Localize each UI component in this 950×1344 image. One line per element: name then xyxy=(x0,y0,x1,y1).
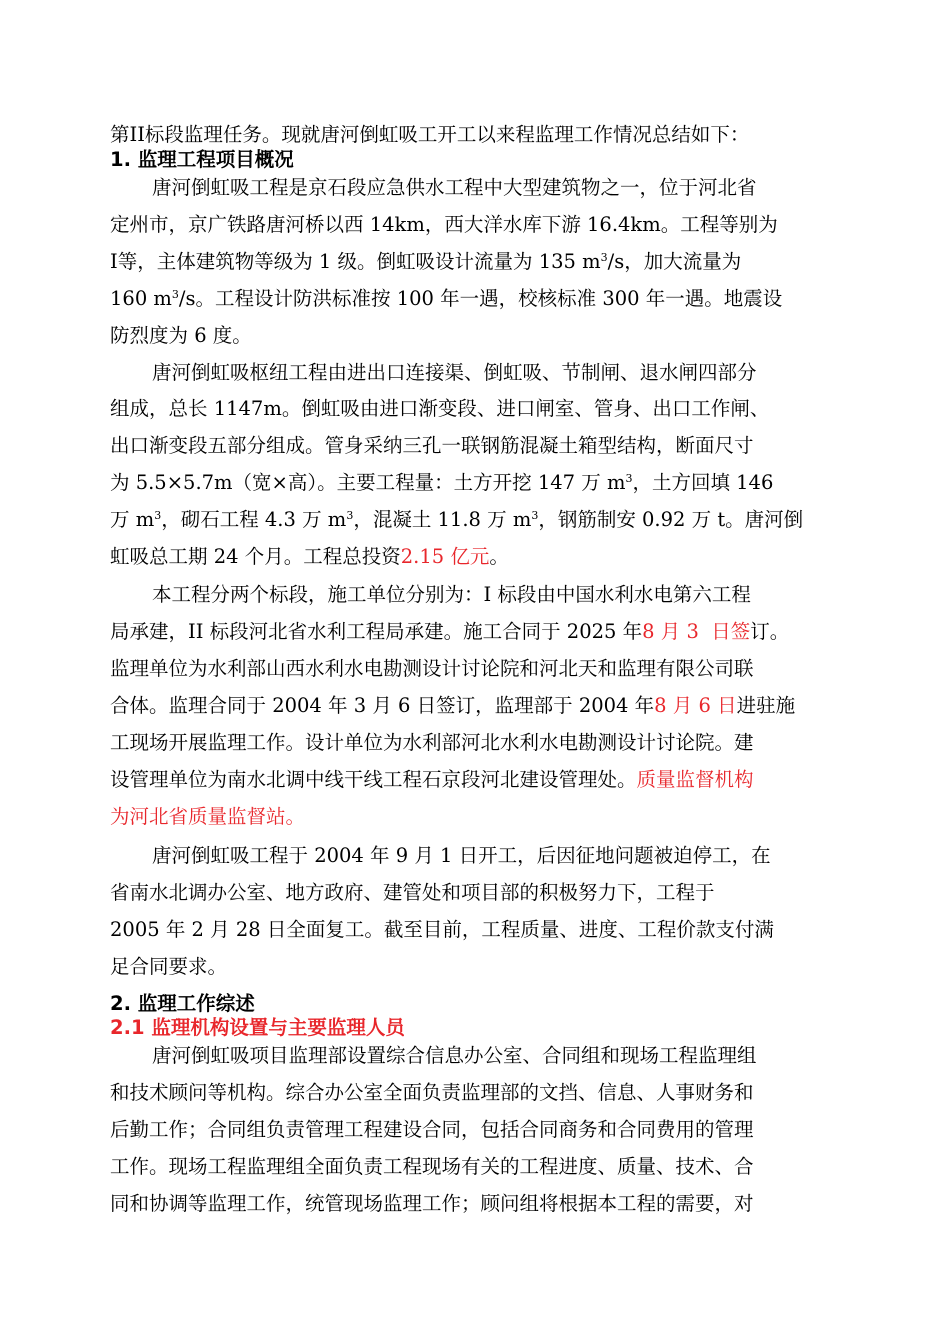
text-run: 万 m xyxy=(110,508,155,531)
text-run: 设管理单位为南水北调中线干线工程石京段河北建设管理处。 xyxy=(110,768,637,791)
superscript: 3 xyxy=(531,509,539,522)
paragraph-line xyxy=(110,545,509,569)
text-run: ，钢筋制安 0.92 万 t。唐河倒 xyxy=(538,508,804,531)
text-run: ，混凝土 11.8 万 m xyxy=(353,508,532,531)
text-run: 订。 xyxy=(750,620,790,643)
paragraph-line xyxy=(110,768,754,792)
paragraph-line: 工作。现场工程监理组全面负责工程现场有关的工程进度、质量、技术、合 xyxy=(110,1155,754,1178)
paragraph-line: 出口渐变段五部分组成。管身采纳三孔一联钢筋混凝土箱型结构，断面尺寸 xyxy=(110,434,754,457)
text-run: ，土方回填 146 xyxy=(632,471,774,494)
paragraph-line xyxy=(110,694,795,718)
highlight-text: 8 月 6 日 xyxy=(654,694,737,717)
superscript: 3 xyxy=(625,472,633,485)
superscript: 3 xyxy=(154,509,162,522)
highlight-text: 2.15 亿元 xyxy=(400,545,490,568)
superscript: 3 xyxy=(171,288,179,301)
text-run: 局承建，II 标段河北省水利工程局承建。施工合同于 2025 年 xyxy=(110,620,643,643)
paragraph-line: 唐河倒虹吸工程于 2004 年 9 月 1 日开工，后因征地问题被迫停工，在 xyxy=(152,844,771,867)
text-run: 虹吸总工期 24 个月。工程总投资 xyxy=(110,545,401,568)
paragraph-line xyxy=(110,250,741,274)
paragraph-line: 监理单位为水利部山西水利水电勘测设计讨论院和河北天和监理有限公司联 xyxy=(110,657,754,680)
paragraph-line xyxy=(110,471,773,495)
paragraph-line: 防烈度为 6 度。 xyxy=(110,324,252,347)
text-run: 进驻施 xyxy=(736,694,796,717)
paragraph-line: 和技术顾问等机构。综合办公室全面负责监理部的文挡、信息、人事财务和 xyxy=(110,1081,754,1104)
superscript: 3 xyxy=(600,251,608,264)
paragraph-line: 组成，总长 1147m。倒虹吸由进口渐变段、进口闸室、管身、出口工作闸、 xyxy=(110,397,770,420)
paragraph-line: 唐河倒虹吸枢纽工程由进出口连接渠、倒虹吸、节制闸、退水闸四部分 xyxy=(152,361,757,384)
paragraph-line xyxy=(110,620,789,644)
text-run: Ⅰ等，主体建筑物等级为 1 级。倒虹吸设计流量为 135 m xyxy=(110,250,601,273)
paragraph-line: 唐河倒虹吸工程是京石段应急供水工程中大型建筑物之一，位于河北省 xyxy=(152,176,757,199)
text-run: 合体。监理合同于 2004 年 3 月 6 日签订，监理部于 2004 年 xyxy=(110,694,655,717)
text-run: 为 5.5×5.7m（宽×高）。主要工程量：土方开挖 147 万 m xyxy=(110,471,626,494)
text-run: 160 m xyxy=(110,287,172,310)
text-run: 。 xyxy=(489,545,509,568)
paragraph-line: 足合同要求。 xyxy=(110,955,228,978)
paragraph-line: 后勤工作；合同组负责管理工程建设合同，包括合同商务和合同费用的管理 xyxy=(110,1118,754,1141)
highlight-text: 质量监督机构 xyxy=(636,768,754,791)
section-1-heading: 1. 监理工程项目概况 xyxy=(110,148,294,171)
paragraph-line: 2005 年 2 月 28 日全面复工。截至目前，工程质量、进度、工程价款支付满 xyxy=(110,918,774,941)
paragraph-line: 省南水北调办公室、地方政府、建管处和项目部的积极努力下，工程于 xyxy=(110,881,715,904)
highlight-line: 为河北省质量监督站。 xyxy=(110,805,306,828)
paragraph-line xyxy=(110,287,782,311)
highlight-text: 8 月 3 日签 xyxy=(642,620,751,643)
paragraph-line xyxy=(110,508,803,532)
intro-line: 第II标段监理任务。现就唐河倒虹吸工开工以来程监理工作情况总结如下： xyxy=(110,123,750,146)
paragraph-line: 同和协调等监理工作，统管现场监理工作；顾问组将根据本工程的需要，对 xyxy=(110,1192,754,1215)
superscript: 3 xyxy=(346,509,354,522)
paragraph-line: 定州市，京广铁路唐河桥以西 14km，西大洋水库下游 16.4km。工程等别为 xyxy=(110,213,778,236)
section-2-1-heading: 2.1 监理机构设置与主要监理人员 xyxy=(110,1016,405,1039)
text-run: /s，加大流量为 xyxy=(607,250,742,273)
section-2-heading: 2. 监理工作综述 xyxy=(110,992,255,1015)
paragraph-line: 唐河倒虹吸项目监理部设置综合信息办公室、合同组和现场工程监理组 xyxy=(152,1044,757,1067)
text-run: /s。工程设计防洪标准按 100 年一遇，校核标准 300 年一遇。地震设 xyxy=(178,287,783,310)
text-run: ，砌石工程 4.3 万 m xyxy=(161,508,347,531)
paragraph-line: 工现场开展监理工作。设计单位为水利部河北水利水电勘测设计讨论院。建 xyxy=(110,731,754,754)
paragraph-line: 本工程分两个标段，施工单位分别为：I 标段由中国水利水电第六工程 xyxy=(152,583,751,606)
